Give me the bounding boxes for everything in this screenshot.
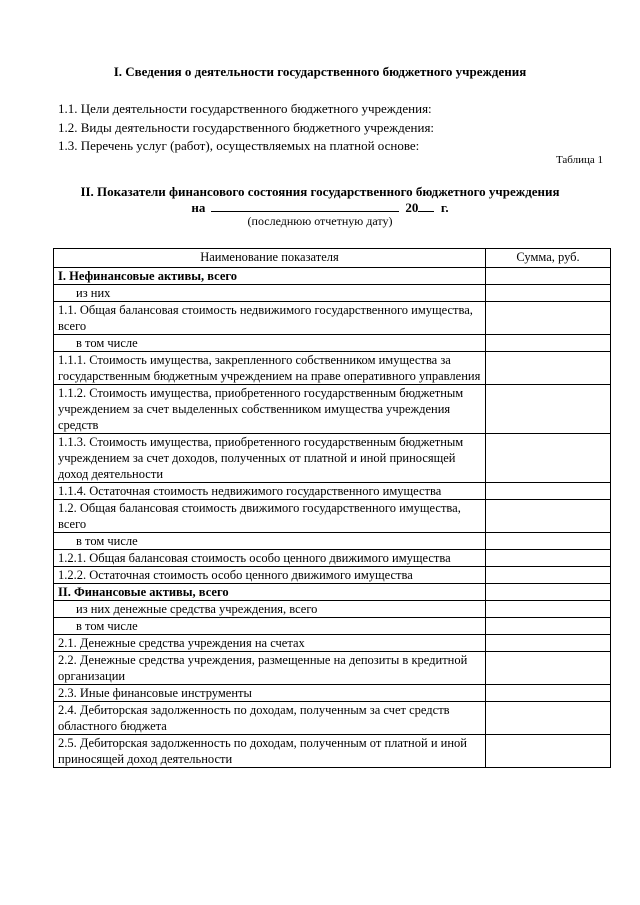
table-row [54, 584, 611, 601]
year-blank [418, 200, 434, 212]
indicator-name-cell: в том числе [54, 533, 486, 550]
date-prefix: на [191, 200, 206, 215]
indicator-name-cell: 1.2.2. Остаточная стоимость особо ценного движимого имущества [54, 567, 486, 584]
indicator-name-cell: 1.1.3. Стоимость имущества, приобретенного государственным бюджетным учреждением за счет доходов, полученных от платной и иной приносящей доход деятельности [54, 434, 486, 483]
indicator-name-cell: в том числе [54, 335, 486, 352]
amount-cell[interactable] [486, 618, 611, 635]
amount-cell[interactable] [486, 652, 611, 685]
year-prefix: 20 [405, 200, 419, 215]
table-header-row [54, 249, 611, 268]
indicator-name-cell: 2.3. Иные финансовые инструменты [54, 685, 486, 702]
table-row [54, 483, 611, 500]
amount-cell[interactable] [486, 601, 611, 618]
amount-cell[interactable] [486, 702, 611, 735]
indicator-name-cell: 1.2.1. Общая балансовая стоимость особо ценного движимого имущества [54, 550, 486, 567]
indicator-name-cell: 2.2. Денежные средства учреждения, размещенные на депозиты в кредитной организации [54, 652, 486, 685]
amount-cell[interactable] [486, 635, 611, 652]
table-row [54, 285, 611, 302]
table-row [54, 302, 611, 335]
amount-cell[interactable] [486, 302, 611, 335]
financial-indicators-table [53, 248, 611, 768]
indicator-name-cell: 1.1.2. Стоимость имущества, приобретенного государственным бюджетным учреждением за счет выделенных собственником имущества учреждения средств [54, 385, 486, 434]
indicator-name-cell: 1.1. Общая балансовая стоимость недвижимого государственного имущества, всего [54, 302, 486, 335]
table-row [54, 533, 611, 550]
table-row [54, 268, 611, 285]
indicator-name-cell: I. Нефинансовые активы, всего [54, 268, 486, 285]
table-row [54, 618, 611, 635]
table-row [54, 685, 611, 702]
indicator-name-cell: 1.1.4. Остаточная стоимость недвижимого государственного имущества [54, 483, 486, 500]
section-1-line-1: 1.1. Цели деятельности государственного бюджетного учреждения: [58, 101, 432, 116]
date-blank [211, 200, 399, 212]
section-1-title: I. Сведения о деятельности государственного бюджетного учреждения [113, 64, 527, 79]
table-row [54, 635, 611, 652]
amount-cell[interactable] [486, 483, 611, 500]
date-hint: (последнюю отчетную дату) [247, 214, 393, 228]
table-row [54, 735, 611, 768]
indicator-name-cell: II. Финансовые активы, всего [54, 584, 486, 601]
amount-cell[interactable] [486, 533, 611, 550]
amount-cell[interactable] [486, 584, 611, 601]
table-row [54, 702, 611, 735]
amount-cell[interactable] [486, 735, 611, 768]
section-1-line-3: 1.3. Перечень услуг (работ), осуществляемых на платной основе: [58, 138, 420, 153]
table-row [54, 434, 611, 483]
indicator-name-cell: 1.2. Общая балансовая стоимость движимого государственного имущества, всего [54, 500, 486, 533]
amount-cell[interactable] [486, 335, 611, 352]
table-row [54, 567, 611, 584]
amount-cell[interactable] [486, 567, 611, 584]
indicator-name-cell: из них [54, 285, 486, 302]
section-2-title: II. Показатели финансового состояния государственного бюджетного учреждения [80, 184, 560, 199]
amount-cell[interactable] [486, 550, 611, 567]
table-row [54, 601, 611, 618]
indicator-name-cell: 1.1.1. Стоимость имущества, закрепленного собственником имущества за государственным бюджетным учреждением на праве оперативного управления [54, 352, 486, 385]
amount-cell[interactable] [486, 685, 611, 702]
indicator-name-cell: 2.4. Дебиторская задолженность по доходам, полученным за счет средств областного бюджета [54, 702, 486, 735]
amount-cell[interactable] [486, 500, 611, 533]
header-indicator-name: Наименование показателя [54, 249, 486, 268]
section-1-line-2: 1.2. Виды деятельности государственного бюджетного учреждения: [58, 120, 435, 135]
amount-cell[interactable] [486, 434, 611, 483]
indicator-name-cell: 2.5. Дебиторская задолженность по доходам, полученным от платной и иной приносящей доход деятельности [54, 735, 486, 768]
header-amount: Сумма, руб. [486, 249, 611, 268]
table-row [54, 335, 611, 352]
amount-cell[interactable] [486, 285, 611, 302]
table-row [54, 500, 611, 533]
indicator-name-cell: в том числе [54, 618, 486, 635]
amount-cell[interactable] [486, 268, 611, 285]
year-suffix: г. [440, 200, 449, 215]
table-row [54, 652, 611, 685]
amount-cell[interactable] [486, 385, 611, 434]
table-row [54, 550, 611, 567]
indicator-name-cell: из них денежные средства учреждения, всего [54, 601, 486, 618]
amount-cell[interactable] [486, 352, 611, 385]
indicator-name-cell: 2.1. Денежные средства учреждения на счетах [54, 635, 486, 652]
table-row [54, 352, 611, 385]
table-row [54, 385, 611, 434]
table-number: Таблица 1 [555, 154, 603, 166]
